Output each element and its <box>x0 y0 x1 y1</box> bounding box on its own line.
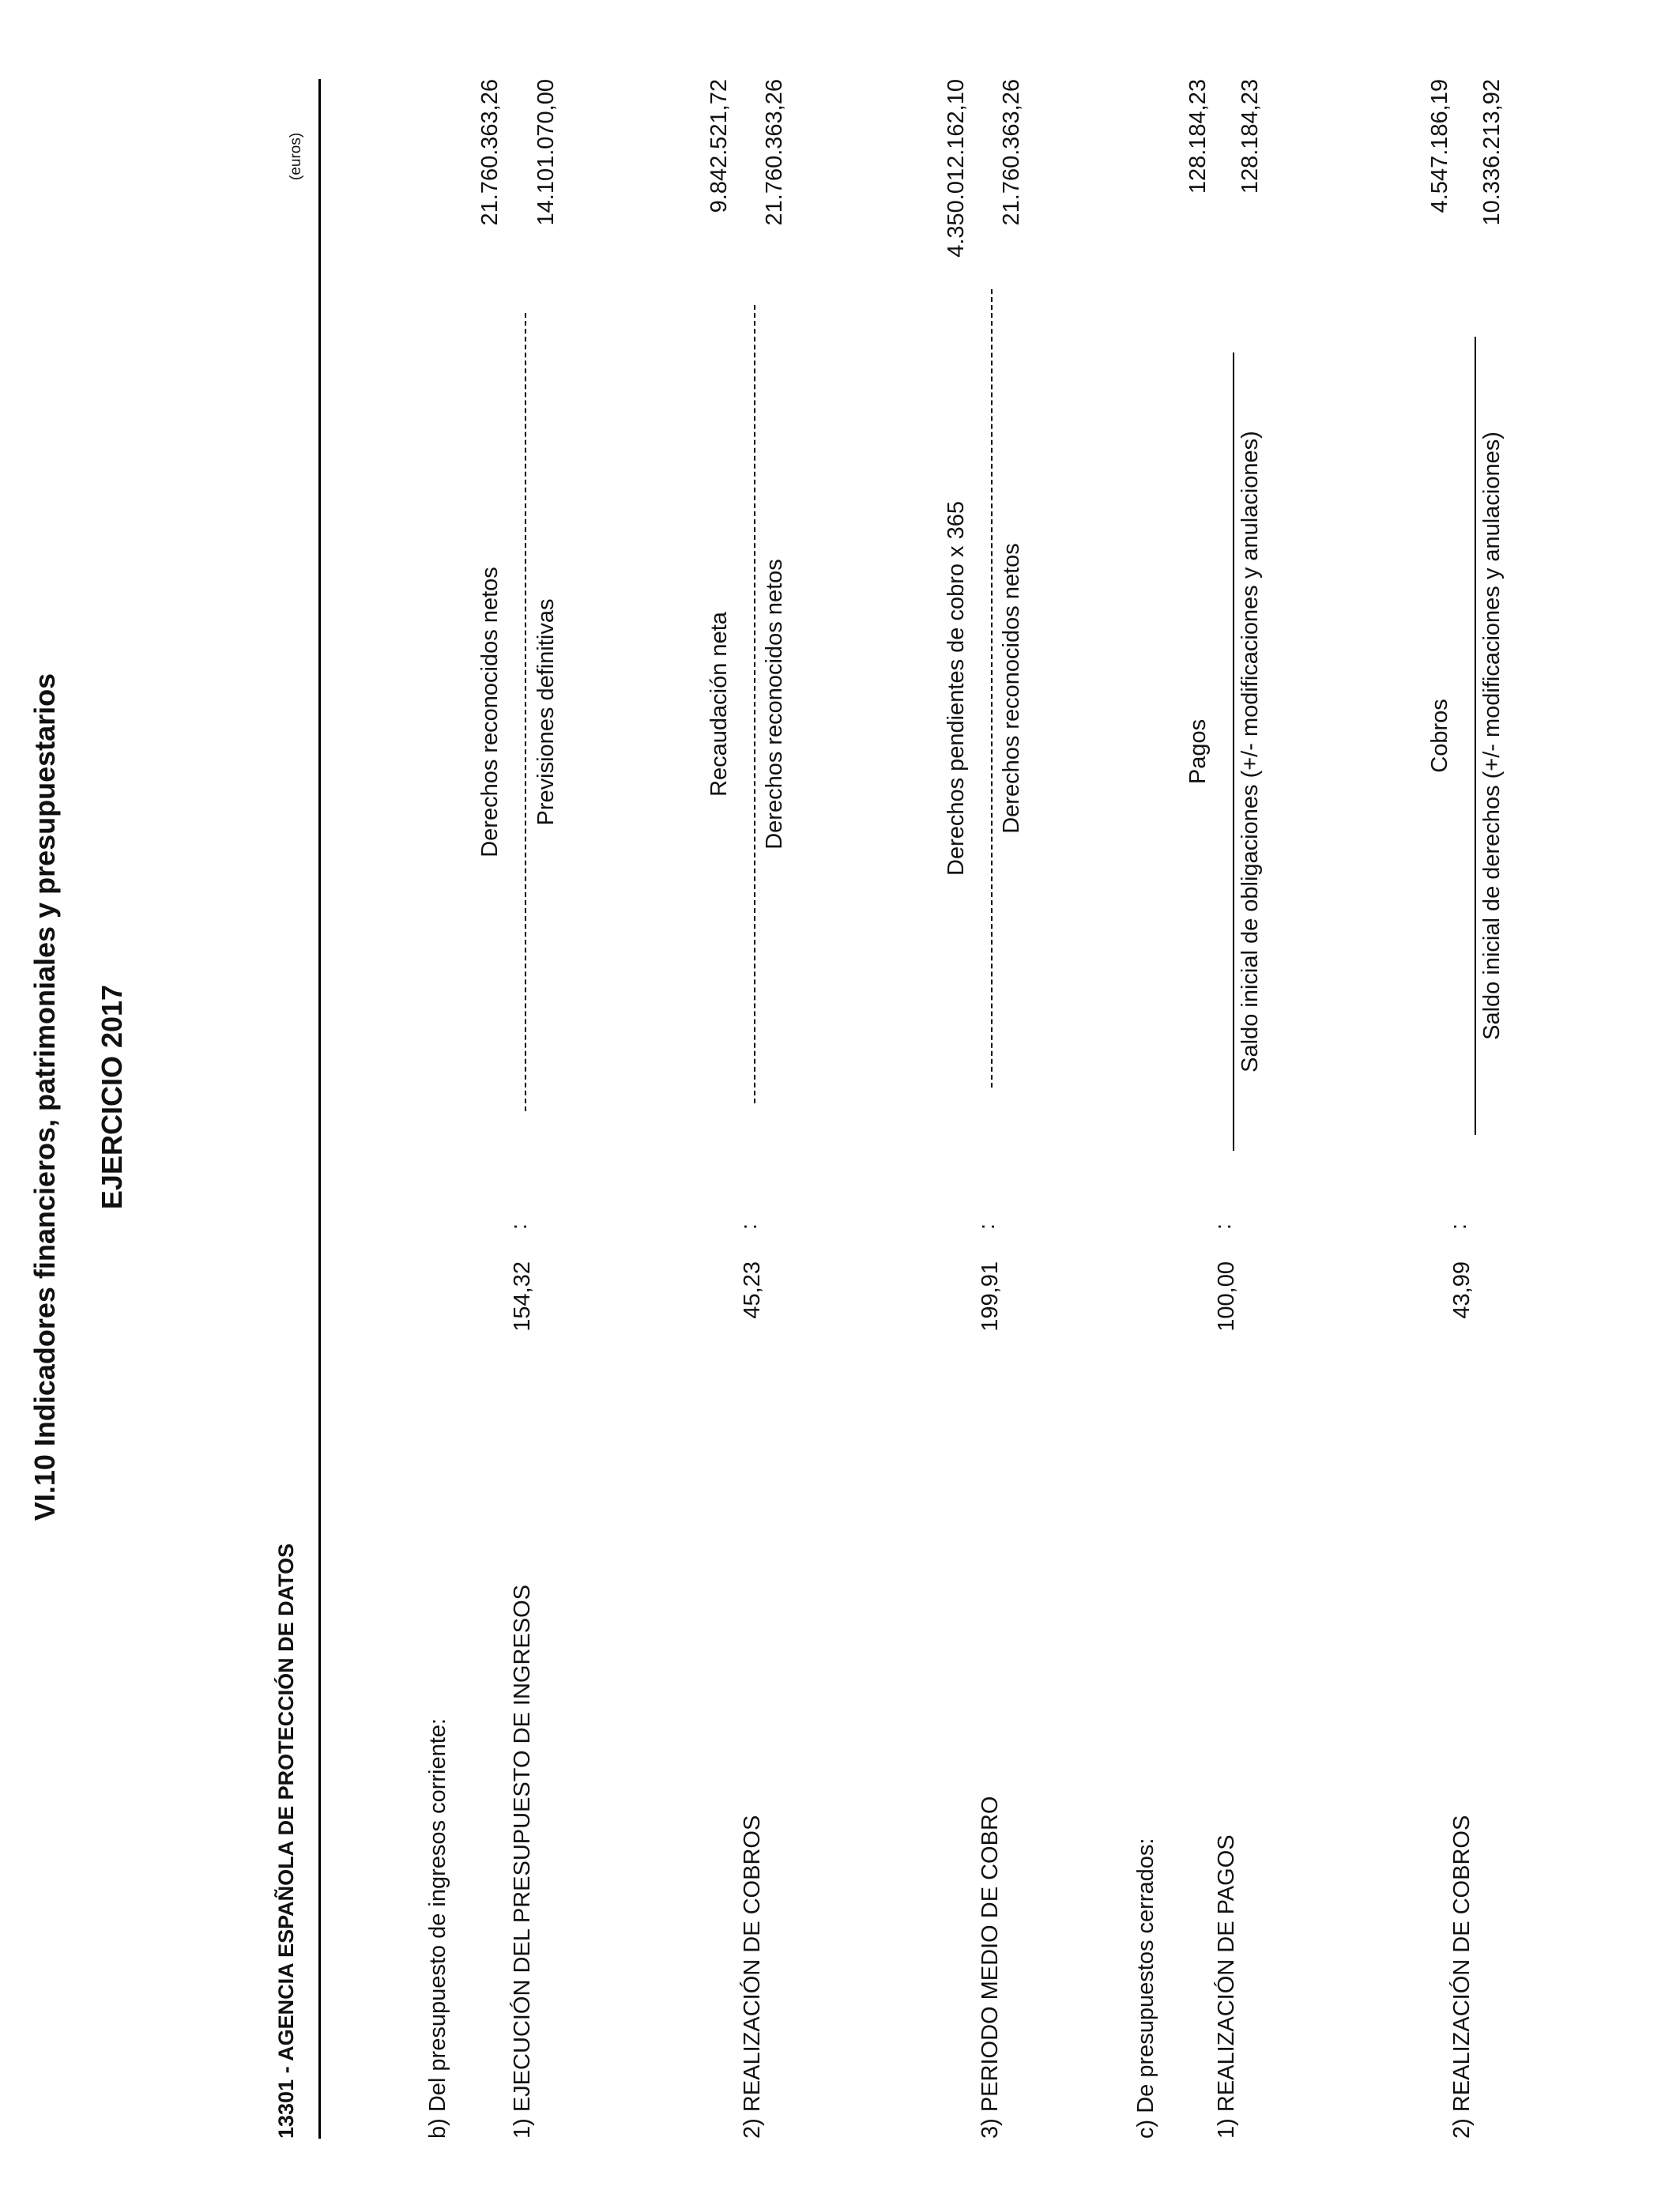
numerator-amount: 4.547.186,19 <box>1427 79 1452 213</box>
numerator-label: Cobros <box>1427 699 1452 773</box>
indicator-label: 2) REALIZACIÓN DE COBROS <box>740 1815 765 2139</box>
denominator-label: Derechos reconocidos netos <box>762 559 787 850</box>
unit-label: (euros) <box>288 132 304 180</box>
denominator-amount: 14.101.070,00 <box>533 79 559 226</box>
header-divider <box>318 79 321 2139</box>
numerator-label: Derechos reconocidos netos <box>477 567 503 858</box>
numerator-label: Recaudación neta <box>706 612 732 797</box>
numerator-amount: 21.760.363,26 <box>477 79 503 226</box>
numerator-amount: 4.350.012.162,10 <box>944 79 969 258</box>
denominator-label: Saldo inicial de obligaciones (+/- modificaciones y anulaciones) <box>1237 431 1263 1072</box>
denominator-label: Derechos reconocidos netos <box>999 543 1024 834</box>
numerator-amount: 9.842.521,72 <box>706 79 732 213</box>
indicator-value: 154,32 <box>510 1261 535 1332</box>
denominator-amount: 10.336.213,92 <box>1479 79 1505 226</box>
indicator-value: 199,91 <box>977 1261 1003 1332</box>
denominator-amount: 21.760.363,26 <box>762 79 787 226</box>
indicator-label: 1) EJECUCIÓN DEL PRESUPUESTO DE INGRESOS <box>510 1585 535 2139</box>
denominator-label: Saldo inicial de derechos (+/- modificaciones y anulaciones) <box>1479 432 1505 1040</box>
fraction-line <box>991 289 993 1088</box>
denominator-amount: 128.184,23 <box>1237 79 1263 194</box>
indicator-colon: : <box>974 1223 1000 1230</box>
indicator-label: 2) REALIZACIÓN DE COBROS <box>1449 1815 1475 2139</box>
indicator-value: 45,23 <box>740 1261 765 1319</box>
indicator-value: 100,00 <box>1214 1261 1239 1332</box>
indicator-value: 43,99 <box>1449 1261 1475 1319</box>
fraction-line <box>1233 352 1234 1151</box>
fraction-line <box>1475 337 1476 1135</box>
denominator-amount: 21.760.363,26 <box>999 79 1024 226</box>
numerator-label: Pagos <box>1185 718 1211 785</box>
entity-name: 13301 - AGENCIA ESPAÑOLA DE PROTECCIÓN DE DATOS <box>274 1543 298 2139</box>
section-c-heading: c) De presupuestos cerrados: <box>1133 1838 1158 2139</box>
fraction-line <box>754 305 755 1103</box>
denominator-label: Previsiones definitivas <box>533 598 559 826</box>
indicator-colon: : <box>1211 1223 1236 1230</box>
page-title: VI.10 Indicadores financieros, patrimoniales y presupuestarios <box>28 673 61 1521</box>
numerator-amount: 128.184,23 <box>1185 79 1211 194</box>
indicator-colon: : <box>507 1223 532 1230</box>
indicator-colon: : <box>736 1223 762 1230</box>
indicator-colon: : <box>1446 1223 1471 1230</box>
numerator-label: Derechos pendientes de cobro x 365 <box>944 501 969 876</box>
section-b-heading: b) Del presupuesto de ingresos corriente: <box>425 1718 450 2139</box>
indicator-label: 3) PERIODO MEDIO DE COBRO <box>977 1796 1003 2139</box>
indicator-label: 1) REALIZACIÓN DE PAGOS <box>1214 1834 1239 2139</box>
fiscal-year-heading: EJERCICIO 2017 <box>96 984 128 1210</box>
fraction-line <box>525 313 526 1111</box>
